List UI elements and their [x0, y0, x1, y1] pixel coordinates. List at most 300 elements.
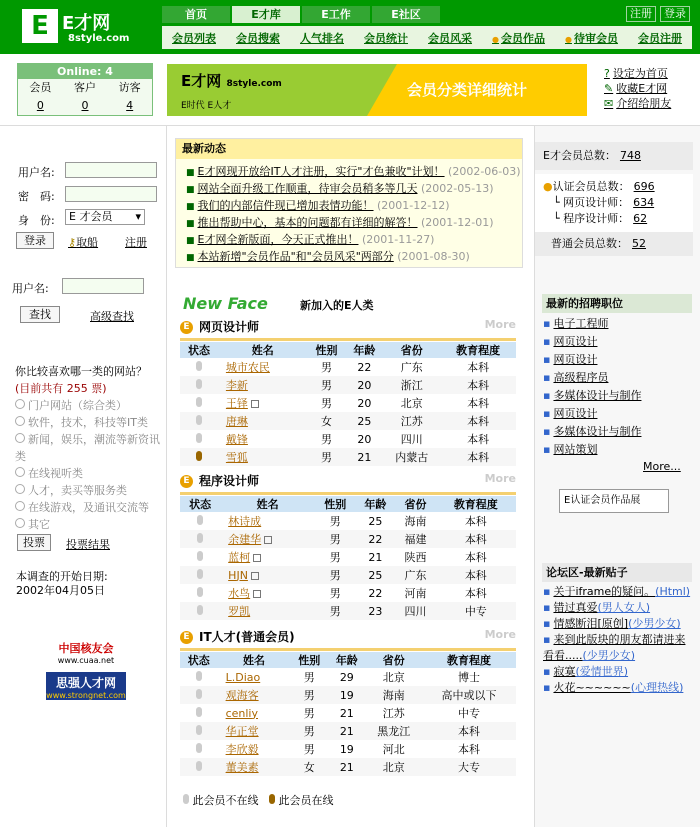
column-header: 年龄 — [328, 652, 366, 668]
column-header: 性别 — [308, 342, 346, 358]
table-row — [180, 722, 516, 740]
table-header — [180, 342, 516, 358]
cell-edu: 本科 — [422, 722, 516, 740]
cell-sex: 男 — [290, 722, 328, 740]
job-item[interactable]: ▪ 网页设计 — [543, 405, 693, 423]
cell-prov: 内蒙古 — [383, 448, 440, 466]
cell-edu: 中专 — [458, 707, 480, 720]
cell-prov: 北京 — [382, 671, 405, 684]
section-web-designer — [180, 318, 516, 466]
section-more-link[interactable]: More — [484, 318, 516, 331]
member-name-link[interactable]: 余建华 — [228, 533, 262, 546]
site-logo[interactable] — [10, 7, 160, 47]
total-members-link[interactable]: 748 — [619, 149, 641, 162]
cell-sex: 男 — [315, 566, 355, 584]
cell-edu: 本科 — [436, 566, 516, 584]
column-header: 教育程度 — [436, 496, 516, 512]
username-input[interactable] — [65, 162, 157, 178]
banner-logo: E才网 8style.com — [181, 72, 282, 90]
cell-edu: 大专 — [422, 758, 516, 776]
member-name-link[interactable]: 李欣毅 — [225, 743, 259, 756]
cell-age: 19 — [339, 742, 354, 756]
status-cell — [180, 512, 220, 530]
cell-sex: 男 — [329, 551, 341, 564]
poll-option[interactable]: 人才，卖买等服务类 — [15, 482, 160, 499]
cell-age: 20 — [345, 376, 383, 394]
new-members-subtitle: 新加入的E人类 — [300, 299, 374, 312]
poll-count: (目前共有 255 票) — [15, 382, 107, 395]
status-cell — [180, 602, 220, 620]
jobs-more-link[interactable]: More... — [643, 460, 681, 473]
column-header: 姓名 — [218, 342, 308, 358]
photo-icon[interactable] — [264, 536, 272, 544]
table-row — [180, 758, 516, 776]
online-icon — [196, 451, 202, 461]
banner-tags: E时代 E人才 — [181, 101, 232, 111]
table-row — [180, 358, 516, 376]
subnav-showcase[interactable]: 会员风采 — [428, 31, 472, 45]
table-row — [180, 376, 516, 394]
table-row — [180, 668, 516, 686]
bullet-icon: ■ — [186, 185, 195, 195]
member-table — [180, 652, 516, 776]
new-face-title: New Face — [183, 294, 268, 313]
section-programmer — [180, 472, 516, 620]
offline-icon — [197, 551, 203, 561]
column-header: 省份 — [366, 652, 422, 668]
offline-icon — [197, 569, 203, 579]
cell-edu: 本科 — [436, 530, 516, 548]
poll-option[interactable]: 在线视听类 — [15, 465, 160, 482]
news-item[interactable]: ■ 我们的内部信件现已增加表情功能！ (2001-12-12) — [186, 199, 450, 212]
cell-sex: 男 — [303, 671, 315, 684]
poll-option[interactable]: 门户网站（综合类） — [15, 397, 160, 414]
table-row — [180, 566, 516, 584]
cell-prov: 四川 — [400, 433, 423, 446]
online-labels — [18, 79, 152, 97]
showcase-image[interactable]: E认证会员作品展 — [559, 489, 669, 513]
status-cell — [180, 548, 220, 566]
cell-sex: 女 — [308, 412, 346, 430]
chevron-down-icon: ▾ — [135, 210, 141, 223]
status-cell — [180, 740, 218, 758]
online-values — [18, 97, 152, 115]
search-user-label: 用户名: — [12, 282, 49, 295]
status-cell — [180, 412, 218, 430]
total-members-stat: E才会员总数： 748 — [535, 142, 693, 170]
login-link[interactable]: 登录 — [660, 6, 690, 22]
cell-edu: 本科 — [440, 448, 516, 466]
bullet-icon: ■ — [186, 253, 195, 263]
photo-icon[interactable] — [253, 590, 261, 598]
column-header: 教育程度 — [440, 342, 516, 358]
column-header: 年龄 — [345, 342, 383, 358]
table-row — [180, 740, 516, 758]
cell-prov: 江苏 — [382, 707, 405, 720]
status-cell — [180, 394, 218, 412]
member-table — [180, 496, 516, 620]
cell-prov: 河北 — [382, 743, 405, 756]
forum-posts — [543, 584, 695, 696]
member-name-link[interactable]: HJN — [228, 568, 248, 582]
news-item[interactable]: ■ 推出帮助中心，基本的问题都有详细的解答！ (2001-12-01) — [186, 216, 494, 229]
bullet-icon: ■ — [186, 168, 195, 178]
cell-age: 21 — [339, 706, 354, 720]
forum-post[interactable]: ▪ 关于iframe的疑问。(Html) — [543, 584, 695, 600]
table-row — [180, 430, 516, 448]
poll-start-date: 2002年04月05日 — [16, 584, 105, 597]
cell-age: 20 — [357, 432, 372, 446]
recommend-icon: ✉ — [604, 97, 614, 110]
offline-icon — [196, 725, 202, 735]
cell-edu: 博士 — [458, 671, 480, 684]
password-label: 密 码: — [18, 190, 55, 203]
bullet-icon: ■ — [186, 202, 195, 212]
sub-nav — [162, 26, 692, 49]
member-name-link[interactable]: 林诗成 — [228, 515, 262, 528]
forum-post[interactable]: ▪ 火花~~~~~~(心理热线) — [543, 680, 695, 696]
offline-icon — [196, 361, 202, 371]
table-row — [180, 584, 516, 602]
cell-age: 25 — [345, 412, 383, 430]
jobs-list — [543, 315, 693, 459]
status-cell — [180, 566, 220, 584]
table-row — [180, 548, 516, 566]
subnav-member-list[interactable]: 会员列表 — [172, 31, 216, 45]
job-item[interactable]: ▪ 高级程序员 — [543, 369, 693, 387]
advanced-search-link[interactable]: 高级查找 — [90, 310, 134, 323]
cell-sex: 男 — [303, 743, 315, 756]
logo-domain: 8style.com — [68, 33, 130, 44]
member-name-link[interactable]: L.Diao — [225, 670, 261, 684]
section-title: E IT人才(普通会员) More — [180, 628, 516, 648]
cell-age: 29 — [339, 670, 354, 684]
offline-icon — [196, 415, 202, 425]
cell-sex: 男 — [303, 707, 315, 720]
cell-prov: 福建 — [395, 530, 435, 548]
status-cell — [180, 758, 218, 776]
online-count-member[interactable]: 0 — [36, 99, 44, 112]
status-cell — [180, 584, 220, 602]
offline-icon — [196, 707, 202, 717]
subnav-member-search[interactable]: 会员搜索 — [236, 31, 280, 45]
member-name-link[interactable]: 蓝柯 — [228, 551, 251, 564]
offline-icon — [196, 689, 202, 699]
online-count-visitor[interactable]: 4 — [126, 99, 134, 112]
member-name-link[interactable]: 华正堂 — [225, 725, 259, 738]
table-row — [180, 448, 516, 466]
forum-post[interactable]: ▪ 来到此版块的朋友都请进来看看.....(少男少女) — [543, 632, 695, 664]
news-title: 最新动态 — [176, 139, 522, 159]
job-item[interactable]: ▪ 网页设计 — [543, 351, 693, 369]
legend-online: 此会员在线 — [278, 794, 334, 807]
status-cell — [180, 722, 218, 740]
subnav-stats[interactable]: 会员统计 — [364, 31, 408, 45]
right-sidebar — [534, 126, 700, 827]
cell-sex: 男 — [308, 448, 346, 466]
cell-sex: 男 — [320, 433, 332, 446]
poll-option[interactable]: 其它 — [15, 516, 160, 533]
cell-age: 25 — [355, 566, 395, 584]
offline-icon — [183, 794, 189, 804]
table-header — [180, 652, 516, 668]
subnav-ranking[interactable]: 人气排名 — [300, 31, 344, 45]
cell-prov: 陕西 — [404, 551, 427, 564]
status-cell — [180, 686, 218, 704]
member-name-link[interactable]: 城市农民 — [225, 361, 270, 374]
column-header: 姓名 — [218, 652, 291, 668]
tab-jobs[interactable]: E工作 — [302, 6, 370, 23]
cell-prov: 北京 — [366, 758, 422, 776]
cell-edu: 本科 — [458, 743, 480, 756]
poll-results-link[interactable]: 投票结果 — [66, 538, 110, 551]
cell-prov: 四川 — [395, 602, 435, 620]
section-more-link[interactable]: More — [484, 628, 516, 641]
status-cell — [180, 704, 218, 722]
cell-sex: 男 — [315, 530, 355, 548]
cell-prov: 浙江 — [383, 376, 440, 394]
cell-prov: 北京 — [400, 397, 423, 410]
poll-option[interactable]: 软件，技术，科技等IT类 — [15, 414, 160, 431]
partner-cuaa-logo[interactable]: 中国核友会 www.cuaa.net — [57, 642, 115, 665]
status-cell — [180, 358, 218, 376]
cell-prov: 广东 — [400, 361, 423, 374]
cell-sex: 男 — [320, 397, 332, 410]
role-select[interactable]: E 才会员 ▾ — [65, 209, 145, 225]
offline-icon — [196, 433, 202, 443]
bullet-icon: ■ — [186, 236, 195, 246]
page-title: 会员分类详细统计 — [407, 81, 528, 99]
column-header: 教育程度 — [422, 652, 516, 668]
left-sidebar — [0, 126, 167, 827]
cell-prov: 海南 — [404, 515, 427, 528]
table-row — [180, 686, 516, 704]
search-user-input[interactable] — [62, 278, 144, 294]
job-item[interactable]: ▪ 网页设计 — [543, 333, 693, 351]
forum-post[interactable]: ▪ 寂寞(爱情世界) — [543, 664, 695, 680]
member-name-link[interactable]: 李新 — [225, 379, 248, 392]
section-title: E 网页设计师 More — [180, 318, 516, 338]
login-button[interactable]: 登录 — [16, 232, 54, 249]
register-link[interactable]: 注册 — [125, 236, 147, 249]
column-header: 状态 — [180, 496, 220, 512]
member-name-link[interactable]: 雪狐 — [225, 451, 248, 464]
cell-sex: 男 — [308, 376, 346, 394]
cell-edu: 本科 — [467, 433, 490, 446]
member-name-link[interactable]: 观海客 — [225, 689, 259, 702]
tab-home[interactable]: 首页 — [162, 6, 230, 23]
status-cell — [180, 530, 220, 548]
online-label-client: 客户 — [74, 81, 96, 94]
member-name-link[interactable]: cenliy — [225, 706, 259, 720]
offline-icon — [197, 533, 203, 543]
column-header: 性别 — [315, 496, 355, 512]
column-header: 省份 — [383, 342, 440, 358]
column-header: 姓名 — [220, 496, 315, 512]
offline-icon — [196, 379, 202, 389]
cell-sex: 男 — [320, 361, 332, 374]
online-icon — [269, 794, 275, 804]
cell-prov: 黑龙江 — [366, 722, 422, 740]
cell-age: 22 — [355, 530, 395, 548]
cell-prov: 江苏 — [383, 412, 440, 430]
cert-stats: ●认证会员总数： 696 └ 网页设计师： 634 └ 程序设计师： 62 — [535, 174, 693, 232]
poll-question: 你比较喜欢哪一类的网站？ — [15, 365, 147, 378]
top-header — [0, 0, 700, 54]
forgot-password-link[interactable]: ⚷取船 — [68, 236, 99, 249]
logo-text: E才网 — [62, 13, 111, 34]
cell-edu: 高中或以下 — [422, 686, 516, 704]
news-item[interactable]: ■ E才网现开放给IT人才注册，实行"才色兼收"计划！ (2002-06-03) — [186, 165, 521, 178]
jobs-header: 最新的招聘职位 — [542, 294, 692, 313]
e-badge-icon: E — [180, 475, 193, 488]
search-button[interactable]: 查找 — [20, 306, 60, 323]
column-header: 状态 — [180, 342, 218, 358]
cell-edu: 中专 — [436, 602, 516, 620]
password-input[interactable] — [65, 186, 157, 202]
bookmark-link[interactable]: ✎ 收藏E才网 — [604, 82, 668, 95]
set-homepage-link[interactable]: ? 设定为首页 — [604, 67, 668, 80]
table-row — [180, 602, 516, 620]
username-label: 用户名: — [18, 166, 55, 179]
online-label-visitor: 访客 — [118, 81, 141, 94]
member-name-link[interactable]: 水鸟 — [228, 587, 251, 600]
partner-strongnet-logo[interactable]: 思强人才网 www.strongnet.com — [46, 672, 126, 700]
status-cell — [180, 376, 218, 394]
table-row — [180, 512, 516, 530]
forum-post[interactable]: ▪ 错过真爱(男人女人) — [543, 600, 695, 616]
section-it-talent — [180, 628, 516, 776]
cell-edu: 本科 — [464, 551, 487, 564]
forum-header: 论坛区-最新贴子 — [542, 563, 692, 582]
legend-offline: 此会员不在线 — [192, 794, 259, 807]
section-title: E 程序设计师 More — [180, 472, 516, 492]
offline-icon — [196, 671, 202, 681]
column-header: 性别 — [290, 652, 328, 668]
e-badge-icon: E — [180, 631, 193, 644]
offline-icon — [197, 605, 203, 615]
status-cell — [180, 430, 218, 448]
member-name-link[interactable]: 戴锋 — [225, 433, 248, 446]
offline-icon — [196, 743, 202, 753]
section-more-link[interactable]: More — [484, 472, 516, 485]
logo-mark-icon: E — [22, 9, 58, 43]
cell-age: 21 — [345, 448, 383, 466]
poll — [15, 363, 160, 533]
cell-age: 25 — [368, 514, 383, 528]
account-links — [626, 6, 690, 22]
job-item[interactable]: ▪ 电子工程师 — [543, 315, 693, 333]
member-table — [180, 342, 516, 466]
table-row — [180, 530, 516, 548]
cell-sex: 男 — [315, 602, 355, 620]
photo-icon[interactable] — [253, 554, 261, 562]
job-item[interactable]: ▪ 多媒体设计与制作 — [543, 423, 693, 441]
table-row — [180, 412, 516, 430]
table-row — [180, 394, 516, 412]
homepage-icon: ? — [604, 67, 610, 80]
member-name-link[interactable]: 唐琳 — [225, 415, 248, 428]
cell-age: 21 — [328, 758, 366, 776]
table-header — [180, 496, 516, 512]
status-cell — [180, 668, 218, 686]
cell-age: 21 — [368, 550, 383, 564]
bookmark-icon: ✎ — [604, 82, 614, 95]
photo-icon[interactable] — [251, 572, 259, 580]
online-count-client[interactable]: 0 — [81, 99, 89, 112]
news-item[interactable]: ■ E才网全新版面，今天正式推出！ (2001-11-27) — [186, 233, 435, 246]
recommend-link[interactable]: ✉ 介绍给朋友 — [604, 97, 672, 110]
online-label-member: 会员 — [29, 81, 52, 94]
bullet-icon: ■ — [186, 219, 195, 229]
column-header: 省份 — [395, 496, 435, 512]
cell-edu: 本科 — [464, 515, 487, 528]
photo-icon[interactable] — [251, 400, 259, 408]
cell-age: 22 — [357, 360, 372, 374]
role-label: 身 份: — [18, 214, 55, 227]
status-legend — [183, 792, 334, 808]
e-badge-icon: E — [180, 321, 193, 334]
cell-prov: 海南 — [366, 686, 422, 704]
poll-start-label: 本调查的开始日期: — [16, 570, 108, 583]
forum-post[interactable]: ▪ 情感断泪[原创](少男少女) — [543, 616, 695, 632]
news-panel — [175, 138, 523, 268]
cell-age: 19 — [328, 686, 366, 704]
member-name-link[interactable]: 董美素 — [225, 761, 259, 774]
member-name-link[interactable]: 罗凯 — [228, 605, 251, 618]
tab-talent-db[interactable]: E才库 — [232, 6, 300, 23]
offline-icon — [196, 397, 202, 407]
cell-age: 20 — [357, 396, 372, 410]
cell-edu: 本科 — [467, 397, 490, 410]
poll-option[interactable]: 在线游戏，及通讯交流等 — [15, 499, 160, 516]
cell-prov: 河南 — [404, 587, 427, 600]
subnav-pending[interactable]: ● 待审会员 — [565, 30, 618, 46]
utility-links — [604, 66, 671, 111]
cell-age: 22 — [368, 586, 383, 600]
main-nav — [162, 6, 442, 23]
cell-sex: 女 — [290, 758, 328, 776]
column-header: 年龄 — [355, 496, 395, 512]
vote-button[interactable]: 投票 — [17, 534, 51, 551]
status-cell — [180, 448, 218, 466]
online-panel — [17, 63, 153, 116]
offline-icon — [196, 761, 202, 771]
poll-option[interactable]: 新闻，娱乐，潮流等新资讯类 — [15, 433, 160, 463]
register-link[interactable]: 注册 — [626, 6, 656, 22]
news-item[interactable]: ■ 网站全面升级工作顺重，待审会员稍多等几天 (2002-05-13) — [186, 182, 494, 195]
member-name-link[interactable]: 王铎 — [225, 397, 248, 410]
cell-edu: 本科 — [440, 412, 516, 430]
page-banner — [167, 64, 587, 116]
offline-icon — [197, 515, 203, 525]
cell-edu: 本科 — [464, 587, 487, 600]
job-item[interactable]: ▪ 多媒体设计与制作 — [543, 387, 693, 405]
table-row — [180, 704, 516, 722]
cell-sex: 男 — [290, 686, 328, 704]
cell-sex: 男 — [329, 515, 341, 528]
job-item[interactable]: ▪ 网站策划 — [543, 441, 693, 459]
subnav-register[interactable]: 会员注册 — [637, 31, 682, 45]
cell-age: 23 — [355, 602, 395, 620]
news-item[interactable]: ■ 本站新增"会员作品"和"会员风采"两部分 (2001-08-30) — [186, 250, 470, 263]
subnav-works[interactable]: ● 会员作品 — [492, 30, 545, 46]
key-icon: ⚷ — [68, 236, 77, 249]
cell-edu: 本科 — [467, 361, 490, 374]
column-header: 状态 — [180, 652, 218, 668]
tab-community[interactable]: E社区 — [372, 6, 440, 23]
cell-prov: 广东 — [395, 566, 435, 584]
